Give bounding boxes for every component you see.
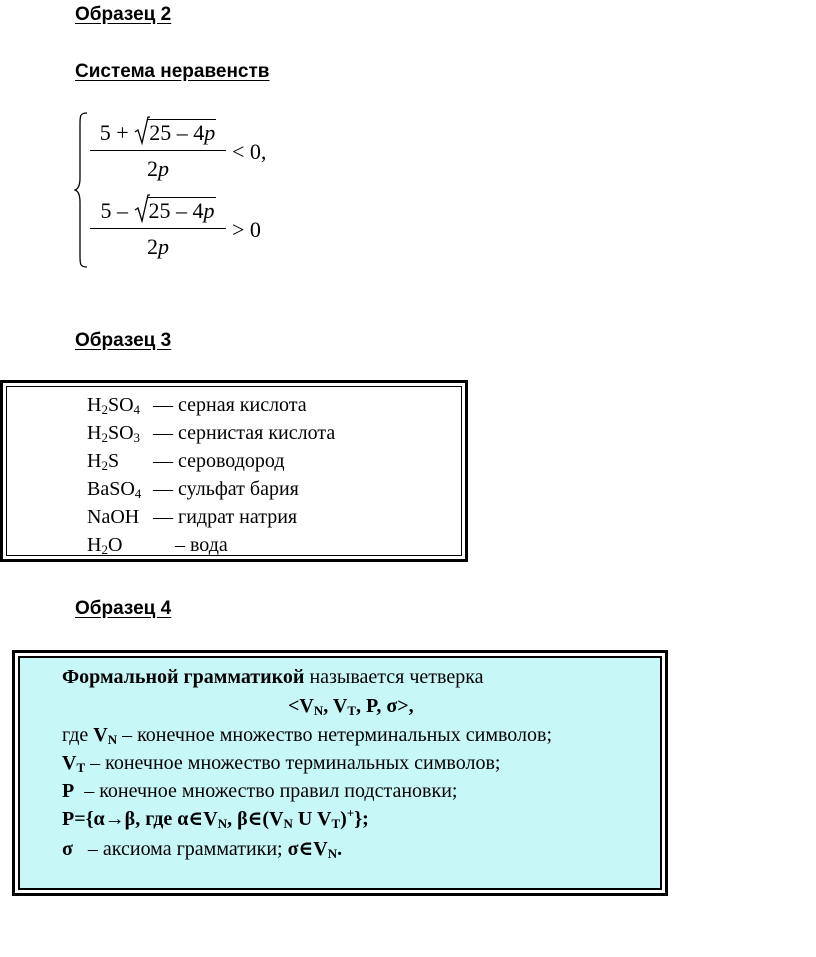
chemistry-list [87, 391, 467, 559]
grammar-rules-formula: P={α→β, где $\alpha\in V_N$, $\beta\in(V_N$ U $V_T)^+$}; [62, 805, 369, 831]
chem-row: NaOH — гидрат натрия [87, 506, 298, 528]
chem-row: $H_2SO_4$ — серная кислота [87, 394, 307, 417]
chem-row: BaSO$_4$ — сульфат бария [87, 478, 299, 501]
grammar-line-axiom: σ – аксиома грамматики; $\sigma\in V_N$. [62, 838, 343, 861]
sample3-heading: Образец 3 [75, 330, 172, 351]
chem-row: $H_2SO_3$ — сернистая кислота [87, 422, 336, 445]
grammar-line-vn: где $V_N$ – конечное множество нетерминальных символов; [62, 724, 553, 747]
inequality-2-fraction: 5 – 25 – 4p 2p [90, 196, 226, 262]
system-heading: Система неравенств [75, 61, 270, 82]
system-brace [74, 112, 88, 268]
chem-row: $H_2O$ – вода [87, 534, 228, 557]
chem-row: $H_2S$ — сероводород [87, 450, 285, 473]
inequality-1-fraction: 5 + 25 – 4p 2p [90, 118, 226, 184]
inequality-1-relation: < 0, [232, 139, 267, 164]
grammar-line-1: Формальной грамматикой называется четверка [62, 666, 484, 688]
grammar-line-p: P – конечное множество правил подстановки; [62, 780, 458, 802]
grammar-line-vt: $V_T$ – конечное множество терминальных символов; [62, 752, 501, 775]
grammar-tuple: $<V_N$, $V_T$, P, σ>, [288, 695, 414, 718]
sample2-heading: Образец 2 [75, 4, 172, 25]
inequality-2-relation: > 0 [232, 217, 261, 242]
sample4-heading: Образец 4 [75, 598, 172, 619]
